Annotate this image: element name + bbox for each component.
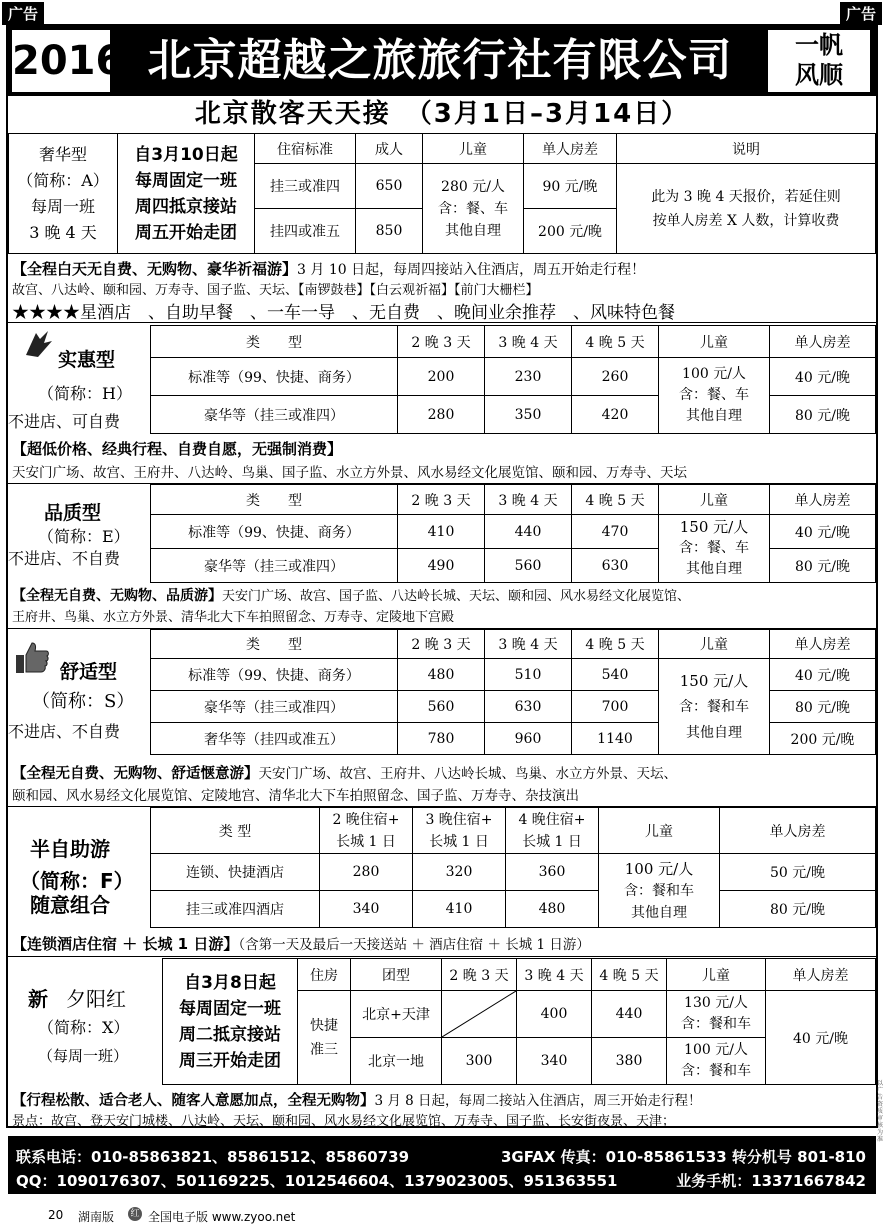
value-header-type: 类 型 [151, 326, 398, 358]
value-child-price: 100 元/人 [682, 366, 746, 382]
comfort-row3-p4: 1140 [572, 723, 659, 755]
sunset-header-2n: 2 晚 3 天 [442, 959, 517, 991]
quality-note: 不进店、不自费 [8, 549, 121, 568]
comfort-row1-p2: 480 [398, 659, 485, 691]
luxury-schedule-1: 自3月10日起 [134, 144, 238, 165]
comfort-row3-type: 奢华等（挂四或准五） [151, 723, 398, 755]
luxury-sights: 故宫、八达岭、颐和园、万寿寺、国子监、天坛、【南锣鼓巷】【白云观祈福】【前门大栅栏】 [12, 283, 539, 298]
sunset-schedule-1: 自3月8日起 [184, 972, 276, 993]
edition-badge-icon: 红 [128, 1207, 142, 1221]
site-link[interactable]: 全国电子版 www.zyoo.net [148, 1210, 296, 1224]
value-row2-p4: 420 [572, 396, 659, 434]
luxury-row1-adult: 650 [356, 164, 423, 209]
semi-row2-p4: 480 [506, 891, 599, 928]
comfort-header-3n: 3 晚 4 天 [485, 630, 572, 659]
value-header-child: 儿童 [659, 326, 770, 358]
ad-tag-left: 广告 [2, 2, 44, 25]
sunset-hotel-2: 准三 [310, 1041, 338, 1058]
luxury-schedule-3: 周四抵京接站 [135, 196, 237, 217]
semi-row2-p2: 340 [320, 891, 413, 928]
value-header-single: 单人房差 [770, 326, 876, 358]
value-row2-p3: 350 [485, 396, 572, 434]
semi-tour-title: 【连锁酒店住宿 ＋ 长城 1 日游】 [12, 935, 239, 953]
value-header-4n: 4 晚 5 天 [572, 326, 659, 358]
quality-code: （简称：E） [38, 527, 130, 546]
quality-tour [12, 585, 690, 605]
value-row2-single: 80 元/晚 [770, 396, 876, 434]
luxury-header-adult: 成人 [356, 134, 423, 164]
value-child [659, 358, 770, 434]
quality-child [659, 515, 770, 583]
luxury-header-child: 儿童 [423, 134, 524, 164]
sunset-schedule-3: 周二抵京接站 [179, 1024, 281, 1045]
semi-row2-type: 挂三或准四酒店 [151, 891, 320, 928]
luxury-header-note: 说明 [617, 134, 876, 164]
slogan-line2: 风顺 [795, 61, 843, 89]
value-header-3n: 3 晚 4 天 [485, 326, 572, 358]
luxury-child [423, 164, 524, 254]
quality-header-3n: 3 晚 4 天 [485, 485, 572, 515]
comfort-row1-p4: 540 [572, 659, 659, 691]
sunset-row1-child-price: 130 元/人 [684, 995, 748, 1011]
luxury-name: 奢华型 [38, 144, 87, 164]
quality-header-child: 儿童 [659, 485, 770, 515]
value-row2-p2: 280 [398, 396, 485, 434]
na-slash [442, 991, 516, 1037]
sunset-row1-p2 [442, 991, 517, 1038]
divider [8, 956, 876, 957]
quality-tour-title: 【全程无自费、无购物、品质游】 [12, 588, 222, 604]
quality-row1-p2: 410 [398, 515, 485, 549]
comfort-header-4n: 4 晚 5 天 [572, 630, 659, 659]
sunset-freq: （每周一班） [38, 1047, 129, 1065]
semi-header-single: 单人房差 [720, 808, 876, 854]
semi-label [8, 809, 150, 927]
sunset-schedule-2: 每周固定一班 [179, 998, 281, 1019]
luxury-tour-title: 【全程白天无自费、无购物、豪华祈福游】 [12, 260, 298, 278]
sunset-header-group: 团型 [351, 959, 442, 991]
star-icon: ★★★★ [12, 303, 80, 323]
luxury-child-incl: 含：餐、车 [438, 200, 508, 217]
comfort-child-incl: 含：餐和车 [679, 698, 749, 715]
comfort-child-price: 150 元/人 [679, 671, 749, 690]
luxury-schedule [118, 134, 255, 254]
value-name: 实惠型 [58, 349, 116, 371]
quality-label [8, 486, 150, 582]
quality-row2-type: 豪华等（挂三或准四） [151, 549, 398, 583]
quality-sights-1: 天安门广场、故宫、国子监、八达岭长城、天坛、颐和园、风水易经文化展览馆、 [222, 589, 691, 604]
semi-child [599, 854, 720, 928]
comfort-row1-single: 40 元/晚 [770, 659, 876, 691]
page-subtitle: 北京散客天天接 （3月1日–3月14日） [194, 99, 690, 129]
comfort-child-other: 其他自理 [686, 724, 742, 741]
luxury-label [9, 134, 118, 254]
comfort-header-type: 类 型 [151, 630, 398, 659]
luxury-row2-adult: 850 [356, 209, 423, 254]
quality-header-single: 单人房差 [770, 485, 876, 515]
comfort-header-2n: 2 晚 3 天 [398, 630, 485, 659]
quality-child-price: 150 元/人 [679, 518, 749, 536]
company-name: 北京超越之旅旅行社有限公司 [147, 35, 733, 86]
semi-table [150, 807, 876, 928]
comfort-row1-p3: 510 [485, 659, 572, 691]
comfort-code: （简称：S） [32, 691, 135, 712]
sunset-header-child: 儿童 [667, 959, 766, 991]
semi-child-price: 100 元/人 [624, 859, 694, 878]
sunset-row2-p2: 300 [442, 1038, 517, 1085]
sunset-schedule [163, 959, 298, 1085]
luxury-tour-desc: 3 月 10 日起，每周四接站入住酒店，周五开始走行程！ [297, 262, 646, 278]
sunset-header-4n: 4 晚 5 天 [592, 959, 667, 991]
comfort-tour [12, 762, 677, 783]
value-header-2n: 2 晚 3 天 [398, 326, 485, 358]
sunset-schedule-4: 周三开始走团 [179, 1050, 281, 1071]
semi-tour-desc: （含第一天及最后一天接送站 ＋ 酒店住宿 ＋ 长城 1 日游） [238, 937, 590, 953]
comfort-name: 舒适型 [60, 661, 118, 683]
comfort-child [659, 659, 770, 755]
semi-header-type: 类 型 [151, 808, 320, 854]
semi-row1-p2: 280 [320, 854, 413, 891]
slogan-line1: 一帆 [795, 31, 843, 59]
luxury-tour [12, 258, 645, 279]
quality-child-other: 其他自理 [686, 561, 742, 577]
comfort-row3-single: 200 元/晚 [770, 723, 876, 755]
semi-header-2n: 2 晚住宿+ 长城 1 日 [320, 808, 413, 854]
quality-row2-single: 80 元/晚 [770, 549, 876, 583]
semi-row1-single: 50 元/晚 [720, 854, 876, 891]
semi-row1-p4: 360 [506, 854, 599, 891]
value-child-other: 其他自理 [686, 408, 742, 424]
semi-row1-type: 连锁、快捷酒店 [151, 854, 320, 891]
sunset-row1-child [667, 991, 766, 1038]
contact-phone: 联系电话：010-85863821、85861512、85860739 [16, 1148, 410, 1166]
quality-header-4n: 4 晚 5 天 [572, 485, 659, 515]
luxury-row2-single: 200 元/晚 [524, 209, 617, 254]
semi-row2-p3: 410 [413, 891, 506, 928]
comfort-label [8, 631, 150, 755]
comfort-row2-p2: 560 [398, 691, 485, 723]
sunset-single: 40 元/晚 [766, 991, 876, 1085]
slogan [768, 30, 870, 92]
semi-header-4n: 4 晚住宿+ 长城 1 日 [506, 808, 599, 854]
side-note: 以广告资质审核为准 [877, 1080, 884, 1143]
sunset-label [8, 959, 162, 1085]
sunset-code: （简称：X） [38, 1018, 130, 1037]
sunset-table [162, 958, 876, 1085]
quality-sights-2: 王府井、鸟巢、水立方外景、清华北大下车拍照留念、万寿寺、定陵地下宫殿 [12, 610, 455, 625]
sunset-header-3n: 3 晚 4 天 [517, 959, 592, 991]
comfort-row2-p3: 630 [485, 691, 572, 723]
contact-mobile: 业务手机：13371667842 [676, 1172, 866, 1190]
luxury-code: （简称：A） [17, 170, 109, 190]
contact-qq: QQ：1090176307、501169225、1012546604、1379023005、951363551 [16, 1172, 618, 1190]
quality-row1-single: 40 元/晚 [770, 515, 876, 549]
sunset-row2-group: 北京一地 [351, 1038, 442, 1085]
semi-row2-single: 80 元/晚 [720, 891, 876, 928]
sunset-row1-p4: 440 [592, 991, 667, 1038]
comfort-sights-2: 颐和园、风水易经文化展览馆、定陵地宫、清华北大下车拍照留念、国子监、万寿寺、杂技演出 [12, 788, 579, 804]
luxury-schedule-2: 每周固定一班 [135, 170, 237, 191]
semi-code: （简称：F） [20, 869, 134, 893]
ad-tag-right: 广告 [840, 2, 882, 25]
edition-label: 湖南版 [78, 1210, 115, 1224]
luxury-child-price: 280 元/人 [441, 178, 505, 195]
luxury-freq: 每周一班 [30, 196, 95, 216]
sunset-sights: 景点：故宫、登天安门城楼、八达岭、天坛、颐和园、风水易经文化展览馆、万寿寺、国子监、长安街夜景、天津； [12, 1114, 676, 1129]
year-badge: 2016 [12, 30, 110, 92]
contact-bar [8, 1136, 876, 1194]
sunset-header-hotel: 住房 [298, 959, 351, 991]
semi-tour [12, 933, 590, 954]
page-number: 20 [48, 1208, 64, 1222]
comfort-row2-p4: 700 [572, 691, 659, 723]
quality-row2-p2: 490 [398, 549, 485, 583]
semi-name: 半自助游 [30, 837, 110, 861]
divider [8, 322, 876, 323]
luxury-days: 3 晚 4 天 [29, 222, 97, 242]
sunset-hotel [298, 991, 351, 1085]
semi-child-incl: 含：餐和车 [624, 882, 694, 899]
sunset-header-single: 单人房差 [766, 959, 876, 991]
value-code: （简称：H） [38, 384, 132, 403]
quality-row1-p3: 440 [485, 515, 572, 549]
value-sights: 天安门广场、故宫、王府井、八达岭、鸟巢、国子监、水立方外景、风水易经文化展览馆、颐和园、万寿寺、天坛 [12, 465, 687, 481]
sunset-hotel-1: 快捷 [310, 1017, 338, 1034]
semi-note: 随意组合 [30, 893, 110, 917]
sunset-row1-group: 北京+天津 [351, 991, 442, 1038]
luxury-features [12, 298, 675, 323]
comfort-header-single: 单人房差 [770, 630, 876, 659]
luxury-note [617, 164, 876, 254]
sunset-new-badge: 新 [28, 987, 48, 1011]
quality-header-type: 类 型 [151, 485, 398, 515]
thumbs-up-icon [14, 641, 50, 675]
comfort-note: 不进店、不自费 [8, 722, 121, 741]
luxury-row1-single: 90 元/晚 [524, 164, 617, 209]
semi-header-child: 儿童 [599, 808, 720, 854]
luxury-child-other: 其他自理 [445, 222, 501, 239]
value-label [8, 325, 150, 433]
semi-child-other: 其他自理 [631, 904, 687, 921]
sunset-row2-p4: 380 [592, 1038, 667, 1085]
comfort-row1-type: 标准等（99、快捷、商务） [151, 659, 398, 691]
value-child-incl: 含：餐、车 [679, 387, 749, 403]
sunset-row2-child [667, 1038, 766, 1085]
luxury-header-hotel: 住宿标准 [255, 134, 356, 164]
luxury-row2-hotel: 挂四或准五 [255, 209, 356, 254]
semi-row1-p3: 320 [413, 854, 506, 891]
value-table [150, 325, 876, 434]
comfort-row3-p3: 960 [485, 723, 572, 755]
sunset-tour-desc: 3 月 8 日起，每周二接站入住酒店，周三开始走行程！ [374, 1093, 702, 1109]
quality-header-2n: 2 晚 3 天 [398, 485, 485, 515]
comfort-row2-single: 80 元/晚 [770, 691, 876, 723]
value-row1-p2: 200 [398, 358, 485, 396]
value-row1-single: 40 元/晚 [770, 358, 876, 396]
luxury-features-text: 星酒店 、自助早餐 、一车一导 、无自费 、晚间业余推荐 、风味特色餐 [80, 303, 675, 323]
quality-child-incl: 含：餐、车 [679, 540, 749, 556]
value-row1-p4: 260 [572, 358, 659, 396]
comfort-row2-type: 豪华等（挂三或准四） [151, 691, 398, 723]
quality-row1-type: 标准等（99、快捷、商务） [151, 515, 398, 549]
value-tour-title: 【超低价格、经典行程、自费自愿，无强制消费】 [12, 440, 343, 458]
sunset-row1-p3: 400 [517, 991, 592, 1038]
luxury-schedule-4: 周五开始走团 [135, 222, 237, 243]
semi-header-3n: 3 晚住宿+ 长城 1 日 [413, 808, 506, 854]
sunset-row2-child-price: 100 元/人 [684, 1042, 748, 1058]
comfort-tour-title: 【全程无自费、无购物、舒适惬意游】 [12, 766, 259, 782]
sunset-row2-p3: 340 [517, 1038, 592, 1085]
sunset-tour-title: 【行程松散、适合老人、随客人意愿加点，全程无购物】 [12, 1093, 375, 1109]
value-row1-type: 标准等（99、快捷、商务） [151, 358, 398, 396]
sunset-tour [12, 1089, 702, 1110]
quality-table [150, 484, 876, 583]
value-note: 不进店、可自费 [8, 412, 121, 431]
luxury-note-2: 按单人房差 X 人数，计算收费 [652, 212, 840, 229]
quality-row2-p4: 630 [572, 549, 659, 583]
sunset-row1-child-incl: 含：餐和车 [681, 1016, 751, 1032]
luxury-table [8, 133, 876, 254]
comfort-row3-p2: 780 [398, 723, 485, 755]
contact-fax: 3GFAX 传真：010-85861533 转分机号 801-810 [501, 1148, 866, 1166]
value-row1-p3: 230 [485, 358, 572, 396]
comfort-table [150, 629, 876, 755]
luxury-header-single: 单人房差 [524, 134, 617, 164]
sunset-name: 夕阳红 [66, 987, 126, 1011]
sunset-row2-child-incl: 含：餐和车 [681, 1063, 751, 1079]
quality-name: 品质型 [44, 502, 102, 524]
comfort-header-child: 儿童 [659, 630, 770, 659]
quality-row1-p4: 470 [572, 515, 659, 549]
hand-icon [22, 329, 56, 359]
comfort-sights-1: 天安门广场、故宫、王府井、八达岭长城、鸟巢、水立方外景、天坛、 [258, 766, 677, 782]
luxury-row1-hotel: 挂三或准四 [255, 164, 356, 209]
luxury-note-1: 此为 3 晚 4 天报价，若延住则 [651, 188, 841, 205]
quality-row2-p3: 560 [485, 549, 572, 583]
value-row2-type: 豪华等（挂三或准四） [151, 396, 398, 434]
